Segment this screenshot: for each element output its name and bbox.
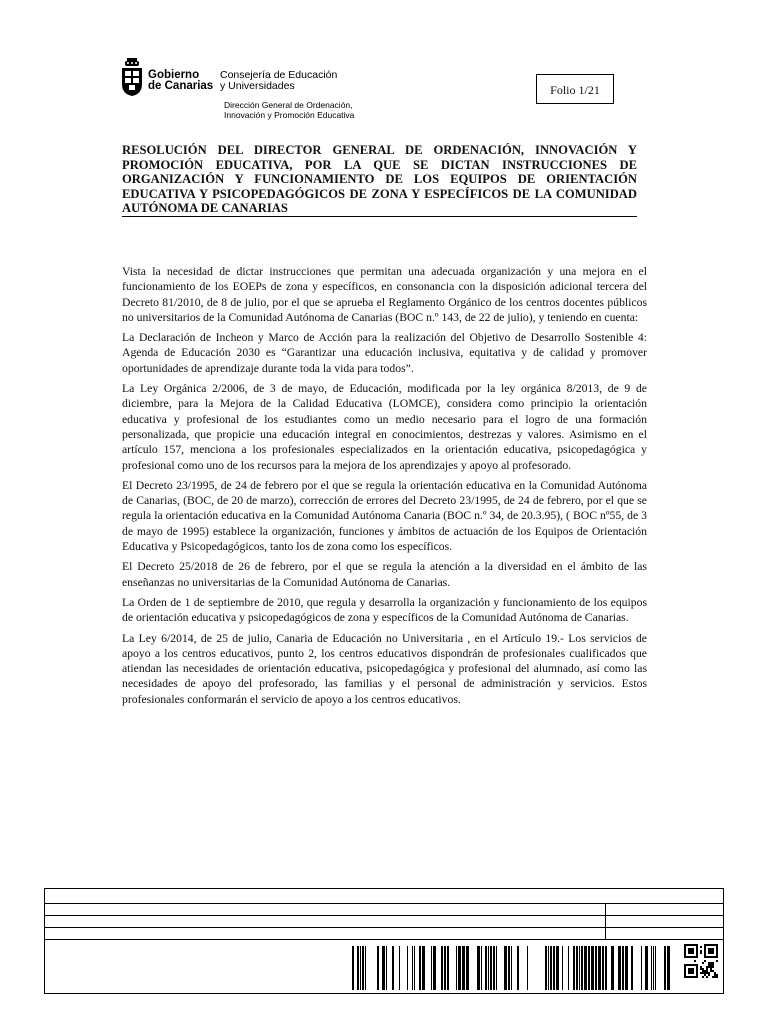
qr-code — [684, 944, 718, 978]
folio-box: Folio 1/21 — [536, 74, 614, 104]
footer-divider — [45, 903, 723, 904]
subdept-line1: Dirección General de Ordenación, — [224, 100, 353, 110]
government-name — [148, 70, 213, 92]
footer-divider — [45, 927, 723, 928]
footer-divider — [45, 915, 723, 916]
subdept-line2: Innovación y Promoción Educativa — [224, 110, 355, 120]
paragraph: La Orden de 1 de septiembre de 2010, que regula y desarrolla la organización y funcionamiento de los equipos de orientación educativa y psicopedagógicos de zona y específicos de la Comunidad Autónoma de Canarias. — [122, 595, 647, 625]
dept-line1: Consejería de Educación — [220, 69, 338, 81]
department-name — [220, 70, 337, 92]
paragraph: La Ley Orgánica 2/2006, de 3 de mayo, de Educación, modificada por la ley orgánica 8/2013, de 9 de diciembre, para la Mejora de la Calidad Educativa (LOMCE), considera como principio la orientación educativa y profesional de los estudiantes como un medio necesario para el logro de una formación personalizada, que propicie una educación integral en conocimientos, destrezas y valores. Asimismo en el artículo 157, menciona a los profesionales especializados en la orientación educativa, psicopedagógica y profesional como uno de los recursos para la mejora de los aprendizajes y apoyo al profesorado. — [122, 382, 647, 472]
paragraph: La Declaración de Incheon y Marco de Acción para la realización del Objetivo de Desarrollo Sostenible 4: Agenda de Educación 2030 es “Garantizar una educación inclusiva, equitativa y de calidad y promover oportunidades de aprendizaje durante toda la vida para todos”. — [122, 331, 647, 375]
footer-divider — [45, 939, 723, 940]
directorate-name — [224, 100, 354, 120]
paragraph: El Decreto 25/2018 de 26 de febrero, por el que se regula la atención a la diversidad en el ámbito de las enseñanzas no universitarias de la Comunidad Autónoma de Canarias. — [122, 560, 647, 589]
paragraph: El Decreto 23/1995, de 24 de febrero por el que se regula la orientación educativa en la Comunidad Autónoma de Canarias, (BOC, de 20 de marzo), corrección de errores del Decreto 23/1995, de 24 de febrero, por el que se regula la orientación educativa en la Comunidad Autónoma Canaria (BOC n.º 34, de 20.3.95), ( BOC nº55, de 3 de mayo de 1995) establece la organización, funciones y ámbitos de actuación de los Equipos de Orientación Educativa y Psicopedagógicos, tanto los de zona como los específicos. — [122, 478, 647, 554]
dept-line2: y Universidades — [220, 80, 295, 92]
gov-name-line2: de Canarias — [148, 80, 214, 92]
footer-column-divider — [605, 903, 606, 939]
barcode — [352, 946, 672, 990]
paragraph: La Ley 6/2014, de 25 de julio, Canaria de Educación no Universitaria , en el Artículo 19.- Los servicios de apoyo a los centros educativos, punto 2, los centros educativos dispondrán de profesionales cualificados que atiendan las necesidades de orientación educativa, psicopedagógica y profesional del alumnado, así como las necesidades de apoyo del profesorado, las familias y el personal de administración y servicios. Estos profesionales conformarán el servicio de apoyo a los centros educativos. — [122, 631, 647, 706]
document-body — [122, 264, 647, 712]
gov-name-line1: Gobierno — [148, 69, 200, 81]
title-underline — [122, 216, 637, 217]
coat-of-arms-logo — [120, 58, 144, 96]
paragraph: Vista la necesidad de dictar instrucciones que permitan una adecuada organización y una mejora en el funcionamiento de los EOEPs de zona y específicos, en consonancia con la disposición adicional tercera del Decreto 81/2010, de 8 de julio, por el que se aprueba el Reglamento Orgánico de los centros docentes públicos no universitarios de la Comunidad Autónoma de Canarias (BOC n.º 143, de 22 de julio), y teniendo en cuenta: — [122, 265, 647, 324]
document-title: RESOLUCIÓN DEL DIRECTOR GENERAL DE ORDENACIÓN, INNOVACIÓN Y PROMOCIÓN EDUCATIVA, POR LA QUE SE DICTAN INSTRUCCIONES DE ORGANIZACIÓN Y FUNCIONAMIENTO DE LOS EQUIPOS DE ORIENTACIÓN EDUCATIVA Y PSICOPEDAGÓGICOS DE ZONA Y ESPECÍFICOS DE LA COMUNIDAD AUTÓNOMA DE CANARIAS — [122, 143, 637, 216]
